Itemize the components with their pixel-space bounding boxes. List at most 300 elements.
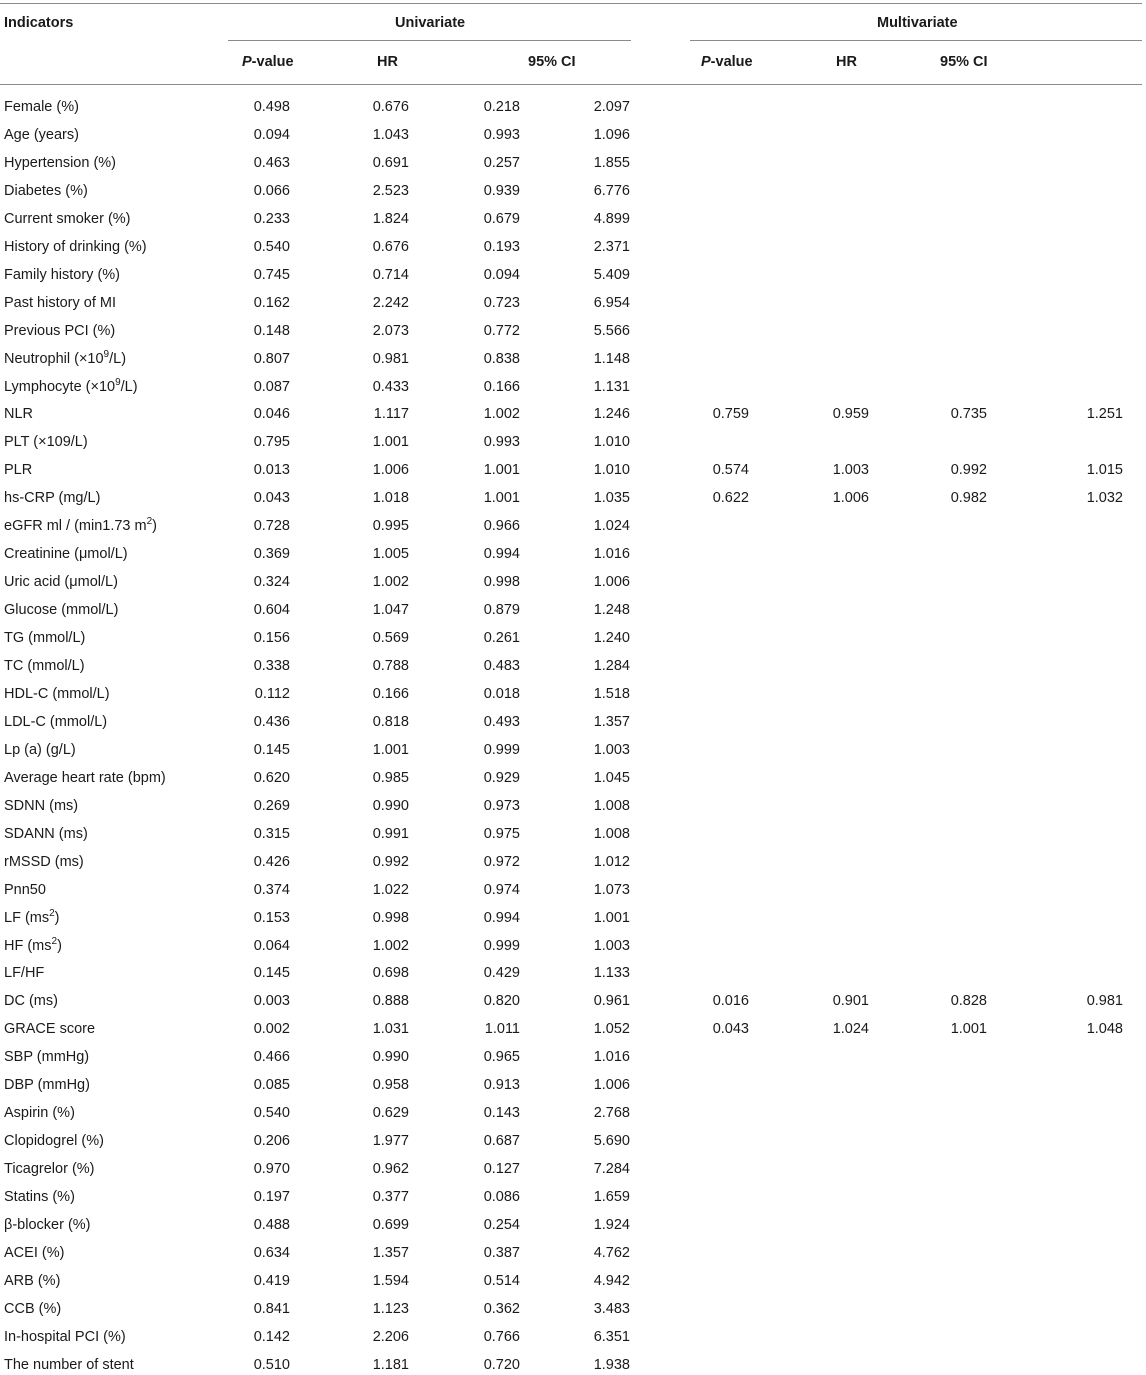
row-label (4, 797, 78, 815)
row-label (4, 126, 79, 144)
uni-hr: 1.357 (372, 1244, 409, 1261)
multi-ci-lower: 1.001 (950, 1021, 987, 1038)
uni-ci-lower: 1.011 (484, 1021, 520, 1038)
uni-pvalue: 0.046 (253, 406, 290, 423)
row-label (4, 1048, 89, 1066)
row-label (4, 1020, 95, 1038)
row-label (4, 1104, 75, 1122)
uni-ci-lower: 0.687 (483, 1133, 520, 1150)
row-label (4, 601, 118, 619)
uni-ci-upper: 2.097 (593, 99, 630, 115)
uni-hr: 1.006 (372, 462, 409, 479)
uni-pvalue: 0.540 (253, 1105, 290, 1122)
uni-hr: 0.699 (372, 1217, 409, 1233)
row-label-text: SDANN (ms) (4, 825, 88, 842)
uni-ci-lower: 0.993 (483, 126, 520, 143)
multi-hr: 1.024 (832, 1021, 869, 1038)
uni-ci-lower: 0.939 (483, 182, 520, 199)
uni-hr: 0.998 (372, 909, 409, 926)
row-label (4, 98, 79, 116)
row-label-text: Past history of MI (4, 294, 117, 311)
uni-hr: 0.676 (372, 238, 409, 255)
header-indicators: Indicators (4, 15, 74, 31)
uni-hr: 1.977 (372, 1133, 409, 1150)
uni-ci-upper: 1.938 (593, 1356, 630, 1373)
uni-hr: 0.962 (372, 1161, 409, 1178)
uni-ci-lower: 0.127 (483, 1161, 520, 1178)
uni-ci-lower: 0.972 (483, 853, 520, 870)
uni-pvalue: 0.066 (253, 182, 290, 199)
row-label-text: HF (ms (4, 937, 52, 954)
uni-ci-lower: 1.001 (483, 490, 520, 507)
row-label (4, 545, 128, 563)
uni-ci-upper: 1.131 (593, 378, 630, 395)
multi-hr: 0.901 (832, 993, 869, 1010)
uni-ci-lower: 0.974 (483, 881, 520, 898)
multi-pvalue: 0.622 (712, 490, 749, 507)
uni-hr: 1.022 (372, 881, 409, 898)
uni-hr: 1.043 (372, 126, 409, 143)
row-label (4, 378, 138, 396)
uni-ci-lower: 0.257 (483, 154, 520, 171)
uni-hr: 1.002 (372, 574, 409, 591)
row-label (4, 182, 88, 200)
uni-ci-upper: 1.073 (593, 881, 630, 898)
uni-ci-lower: 0.429 (483, 965, 520, 982)
uni-pvalue: 0.620 (253, 769, 290, 786)
uni-ci-lower: 0.493 (483, 713, 520, 730)
uni-ci-lower: 0.261 (483, 630, 520, 647)
uni-pvalue: 0.324 (253, 574, 290, 591)
row-label (4, 992, 58, 1010)
uni-hr: 1.001 (372, 434, 409, 451)
row-label (4, 853, 84, 871)
row-label (4, 909, 60, 927)
row-label-text: Statins (%) (4, 1189, 75, 1206)
row-label (4, 573, 118, 591)
uni-ci-lower: 0.254 (483, 1217, 520, 1233)
multi-ci-header: 95% CI (940, 54, 988, 70)
uni-pvalue-header (242, 53, 294, 71)
uni-ci-upper: 1.035 (593, 490, 630, 507)
uni-ci-lower: 0.965 (483, 1049, 520, 1066)
uni-ci-lower: 0.993 (483, 434, 520, 451)
multi-ci-upper: 1.015 (1086, 462, 1123, 479)
row-label-text: HDL-C (mmol/L) (4, 685, 110, 702)
row-label (4, 350, 126, 368)
row-label-text: PLR (4, 462, 33, 479)
uni-ci-lower: 0.913 (483, 1077, 520, 1094)
uni-hr: 0.166 (372, 685, 409, 702)
uni-ci-upper: 1.006 (593, 574, 630, 591)
uni-ci-upper: 7.284 (593, 1161, 630, 1178)
uni-pvalue: 0.043 (253, 490, 290, 507)
uni-hr: 1.002 (372, 937, 409, 954)
multi-pvalue-header (701, 53, 753, 71)
multi-ci-upper: 1.251 (1086, 406, 1123, 423)
uni-ci-upper: 4.899 (593, 210, 630, 227)
uni-pvalue: 0.233 (253, 210, 290, 227)
uni-ci-upper: 1.024 (593, 518, 630, 535)
row-label-text: LDL-C (mmol/L) (4, 713, 108, 730)
uni-pvalue: 0.498 (253, 99, 290, 115)
uni-hr: 1.005 (372, 546, 409, 563)
uni-pvalue: 0.466 (253, 1049, 290, 1066)
uni-hr: 0.990 (372, 1049, 409, 1066)
uni-ci-upper: 1.016 (593, 546, 630, 563)
uni-pvalue: 0.087 (253, 378, 290, 395)
uni-pvalue: 0.153 (253, 909, 290, 926)
uni-pvalue: 0.338 (253, 658, 290, 674)
uni-pvalue: 0.002 (253, 1021, 290, 1038)
row-label-text: TC (mmol/L) (4, 658, 85, 674)
multi-pvalue: 0.016 (712, 993, 749, 1010)
row-label (4, 154, 116, 172)
uni-pvalue: 0.315 (253, 825, 290, 842)
uni-ci-upper: 6.954 (593, 294, 630, 311)
row-label (4, 1188, 75, 1206)
row-label-text: Family history (%) (4, 266, 121, 283)
uni-pvalue: 0.197 (253, 1189, 290, 1206)
row-label-text: Ticagrelor (%) (4, 1161, 95, 1178)
uni-ci-lower: 0.166 (483, 378, 520, 395)
uni-ci-upper: 1.246 (593, 406, 630, 423)
uni-hr: 0.981 (372, 350, 409, 367)
uni-pvalue: 0.426 (253, 853, 290, 870)
row-label-text: DC (ms) (4, 993, 58, 1010)
uni-ci-lower: 0.772 (483, 322, 520, 339)
uni-hr-header: HR (377, 54, 398, 70)
uni-ci-lower: 0.766 (483, 1328, 520, 1345)
row-label-sup: 2 (146, 516, 153, 528)
row-label (4, 461, 32, 479)
row-label (4, 629, 85, 647)
row-label (4, 405, 33, 423)
uni-hr: 0.698 (372, 965, 409, 982)
uni-p-letter: P (242, 54, 252, 70)
uni-hr: 0.569 (372, 630, 409, 647)
row-label-text: PLT (×109/L) (4, 434, 88, 451)
uni-hr: 0.888 (372, 993, 409, 1010)
uni-ci-upper: 1.240 (593, 630, 630, 647)
row-label-text: NLR (4, 406, 34, 423)
uni-hr: 0.992 (372, 853, 409, 870)
multi-hr: 1.003 (832, 462, 869, 479)
multi-ci-upper: 0.981 (1086, 993, 1123, 1010)
uni-pvalue: 0.436 (253, 713, 290, 730)
uni-ci-upper: 1.008 (593, 797, 630, 814)
uni-ci-lower: 0.193 (483, 238, 520, 255)
row-label-sup: 9 (115, 376, 121, 388)
row-label-text: Average heart rate (bpm) (4, 769, 166, 786)
header-univariate: Univariate (395, 15, 466, 31)
multi-p-suffix: -value (710, 54, 753, 70)
uni-pvalue: 0.970 (253, 1161, 290, 1178)
row-label-text: β-blocker (%) (4, 1217, 91, 1233)
uni-hr: 1.123 (372, 1300, 409, 1317)
uni-ci-upper: 2.768 (593, 1105, 630, 1122)
row-label-text: Glucose (mmol/L) (4, 602, 119, 619)
row-label (4, 1272, 60, 1290)
row-label-text: Lp (a) (g/L) (4, 741, 76, 758)
uni-pvalue: 0.795 (253, 434, 290, 451)
row-label-text: DBP (mmHg) (4, 1077, 90, 1094)
uni-ci-header: 95% CI (528, 54, 576, 70)
uni-ci-upper: 1.518 (593, 685, 630, 702)
uni-pvalue: 0.269 (253, 797, 290, 814)
uni-pvalue: 0.488 (253, 1217, 290, 1233)
row-label-sup: 2 (49, 907, 55, 919)
uni-pvalue: 0.013 (253, 462, 290, 479)
uni-pvalue: 0.094 (253, 126, 290, 143)
uni-pvalue: 0.156 (253, 630, 290, 647)
uni-hr: 0.788 (372, 658, 409, 674)
row-label-text: Age (years) (4, 126, 79, 143)
uni-ci-upper: 6.351 (593, 1328, 630, 1345)
uni-hr: 2.073 (372, 322, 409, 339)
uni-hr: 0.818 (372, 713, 409, 730)
row-label (4, 685, 110, 703)
row-label-text: Lymphocyte (×10 (4, 378, 116, 395)
uni-pvalue: 0.142 (253, 1328, 290, 1345)
uni-pvalue: 0.369 (253, 546, 290, 563)
uni-pvalue: 0.145 (253, 965, 290, 982)
row-label-text: Diabetes (%) (4, 182, 88, 199)
row-label-suffix: ) (54, 909, 60, 926)
uni-ci-lower: 0.723 (483, 294, 520, 311)
multi-hr-header: HR (836, 54, 857, 70)
row-label-text: Clopidogrel (%) (4, 1133, 104, 1150)
multi-ci-upper: 1.048 (1086, 1021, 1123, 1038)
header-multivariate: Multivariate (877, 15, 958, 31)
uni-ci-lower: 0.838 (483, 350, 520, 367)
row-label-text: ACEI (%) (4, 1244, 65, 1261)
row-label (4, 1132, 104, 1150)
row-label (4, 1076, 90, 1094)
row-label-suffix: /L) (120, 378, 138, 395)
top-rule (0, 3, 1142, 4)
uni-ci-upper: 5.409 (593, 266, 630, 283)
uni-ci-upper: 4.762 (593, 1244, 630, 1261)
uni-hr: 2.242 (372, 294, 409, 311)
row-label-text: The number of stent (4, 1356, 134, 1373)
row-label-suffix: /L) (109, 350, 127, 367)
uni-ci-upper: 1.924 (593, 1217, 630, 1233)
row-label-text: In-hospital PCI (%) (4, 1328, 126, 1345)
row-label-text: rMSSD (ms) (4, 853, 84, 870)
uni-hr: 0.629 (372, 1105, 409, 1122)
row-label (4, 1356, 134, 1374)
row-label (4, 294, 116, 312)
multi-ci-lower: 0.982 (950, 490, 987, 507)
uni-hr: 1.031 (372, 1021, 409, 1038)
multivariate-rule (690, 40, 1142, 41)
uni-ci-upper: 5.566 (593, 322, 630, 339)
row-label (4, 881, 46, 899)
uni-pvalue: 0.112 (254, 685, 290, 702)
uni-ci-lower: 0.879 (483, 602, 520, 619)
multi-pvalue: 0.043 (712, 1021, 749, 1038)
row-label (4, 1160, 95, 1178)
univariate-rule (228, 40, 631, 41)
uni-hr: 0.985 (372, 769, 409, 786)
uni-ci-upper: 6.776 (593, 182, 630, 199)
uni-ci-upper: 1.008 (593, 825, 630, 842)
uni-ci-upper: 1.284 (593, 658, 630, 674)
multi-ci-lower: 0.735 (950, 406, 987, 423)
row-label-text: LF (ms (4, 909, 50, 926)
row-label-text: Current smoker (%) (4, 210, 131, 227)
uni-ci-lower: 0.483 (483, 658, 520, 674)
uni-ci-upper: 1.016 (593, 1049, 630, 1066)
uni-ci-lower: 0.994 (483, 546, 520, 563)
uni-hr: 0.958 (372, 1077, 409, 1094)
row-label-suffix: ) (57, 937, 62, 954)
uni-ci-upper: 5.690 (593, 1133, 630, 1150)
uni-hr: 1.117 (373, 406, 409, 423)
row-label-text: Pnn50 (4, 881, 46, 898)
uni-hr: 0.714 (372, 266, 409, 283)
uni-ci-lower: 0.999 (483, 937, 520, 954)
uni-ci-upper: 1.133 (593, 965, 630, 982)
uni-hr: 0.691 (372, 154, 409, 171)
row-label (4, 1216, 91, 1234)
uni-hr: 0.991 (372, 825, 409, 842)
uni-pvalue: 0.540 (253, 238, 290, 255)
row-label-text: ARB (%) (4, 1272, 61, 1289)
multi-hr: 0.959 (832, 406, 869, 423)
row-label (4, 657, 85, 675)
row-label-text: GRACE score (4, 1021, 96, 1038)
row-label (4, 713, 107, 731)
row-label (4, 741, 76, 759)
uni-ci-lower: 1.002 (483, 406, 520, 423)
uni-ci-lower: 0.018 (483, 685, 520, 702)
row-label (4, 322, 115, 340)
uni-ci-upper: 1.012 (593, 853, 630, 870)
uni-hr: 0.995 (372, 518, 409, 535)
uni-pvalue: 0.206 (253, 1133, 290, 1150)
uni-hr: 1.001 (372, 741, 409, 758)
uni-ci-upper: 1.003 (593, 937, 630, 954)
uni-pvalue: 0.510 (253, 1356, 290, 1373)
uni-ci-upper: 1.096 (593, 126, 630, 143)
uni-pvalue: 0.634 (253, 1244, 290, 1261)
uni-ci-lower: 0.143 (483, 1105, 520, 1122)
row-label (4, 1244, 64, 1262)
uni-ci-upper: 1.659 (593, 1189, 630, 1206)
uni-pvalue: 0.374 (253, 881, 290, 898)
uni-hr: 0.377 (372, 1189, 409, 1206)
uni-ci-lower: 0.975 (483, 825, 520, 842)
row-label-text: TG (mmol/L) (4, 630, 86, 647)
row-label (4, 517, 157, 535)
uni-ci-upper: 3.483 (593, 1300, 630, 1317)
multi-ci-lower: 0.828 (950, 993, 987, 1010)
uni-hr: 0.433 (372, 378, 409, 395)
uni-ci-upper: 1.148 (593, 350, 630, 367)
row-label (4, 1300, 61, 1318)
row-label (4, 937, 62, 955)
uni-pvalue: 0.148 (253, 322, 290, 339)
uni-hr: 0.990 (372, 797, 409, 814)
multi-ci-lower: 0.992 (950, 462, 987, 479)
row-label-text: eGFR ml / (min1.73 m (4, 518, 147, 535)
uni-ci-upper: 1.006 (593, 1077, 630, 1094)
uni-ci-upper: 1.052 (593, 1021, 630, 1038)
uni-pvalue: 0.003 (253, 993, 290, 1010)
row-label (4, 266, 120, 284)
uni-ci-lower: 0.679 (483, 210, 520, 227)
uni-ci-lower: 0.994 (483, 909, 520, 926)
row-label-text: hs-CRP (mg/L) (4, 490, 101, 507)
uni-ci-upper: 1.001 (593, 909, 630, 926)
header-bottom-rule (0, 84, 1142, 85)
row-label-text: Uric acid (μmol/L) (4, 574, 118, 591)
row-label (4, 238, 147, 256)
uni-pvalue: 0.745 (253, 266, 290, 283)
uni-ci-lower: 0.720 (483, 1356, 520, 1373)
uni-ci-lower: 0.998 (483, 574, 520, 591)
uni-hr: 1.018 (372, 490, 409, 507)
uni-pvalue: 0.064 (253, 937, 290, 954)
uni-ci-lower: 0.929 (483, 769, 520, 786)
uni-ci-upper: 2.371 (593, 238, 630, 255)
uni-p-suffix: -value (251, 54, 294, 70)
uni-ci-upper: 1.003 (593, 741, 630, 758)
multi-hr: 1.006 (832, 490, 869, 507)
multi-ci-upper: 1.032 (1086, 490, 1123, 507)
uni-ci-lower: 0.999 (483, 741, 520, 758)
uni-hr: 2.523 (372, 182, 409, 199)
uni-ci-lower: 0.966 (483, 518, 520, 535)
uni-ci-upper: 4.942 (593, 1272, 630, 1289)
uni-pvalue: 0.419 (253, 1272, 290, 1289)
uni-ci-upper: 1.357 (593, 713, 630, 730)
uni-hr: 2.206 (372, 1328, 409, 1345)
uni-hr: 1.824 (372, 210, 409, 227)
row-label-text: History of drinking (%) (4, 238, 147, 255)
multi-p-letter: P (701, 54, 711, 70)
row-label-text: Aspirin (%) (4, 1105, 75, 1122)
uni-ci-upper: 1.045 (593, 769, 630, 786)
row-label (4, 210, 131, 228)
uni-ci-lower: 0.514 (483, 1272, 520, 1289)
row-label (4, 825, 88, 843)
uni-ci-lower: 0.094 (483, 266, 520, 283)
uni-pvalue: 0.145 (253, 741, 290, 758)
uni-ci-upper: 0.961 (593, 993, 630, 1010)
row-label-text: LF/HF (4, 965, 45, 982)
row-label-sup: 2 (51, 935, 58, 947)
uni-ci-lower: 0.086 (483, 1189, 520, 1206)
uni-pvalue: 0.728 (253, 518, 290, 535)
uni-pvalue: 0.841 (253, 1300, 290, 1317)
uni-pvalue: 0.604 (253, 602, 290, 619)
uni-ci-upper: 1.010 (593, 462, 630, 479)
uni-ci-lower: 1.001 (483, 462, 520, 479)
uni-ci-upper: 1.248 (593, 602, 630, 619)
uni-ci-lower: 0.218 (483, 99, 520, 115)
row-label-text: CCB (%) (4, 1300, 62, 1317)
row-label-text: Hypertension (%) (4, 154, 117, 171)
uni-hr: 1.181 (372, 1356, 409, 1373)
row-label-text: Female (%) (4, 99, 79, 115)
uni-pvalue: 0.085 (253, 1077, 290, 1094)
row-label-text: SDNN (ms) (4, 797, 79, 814)
uni-ci-upper: 1.855 (593, 154, 630, 171)
uni-hr: 0.676 (372, 99, 409, 115)
